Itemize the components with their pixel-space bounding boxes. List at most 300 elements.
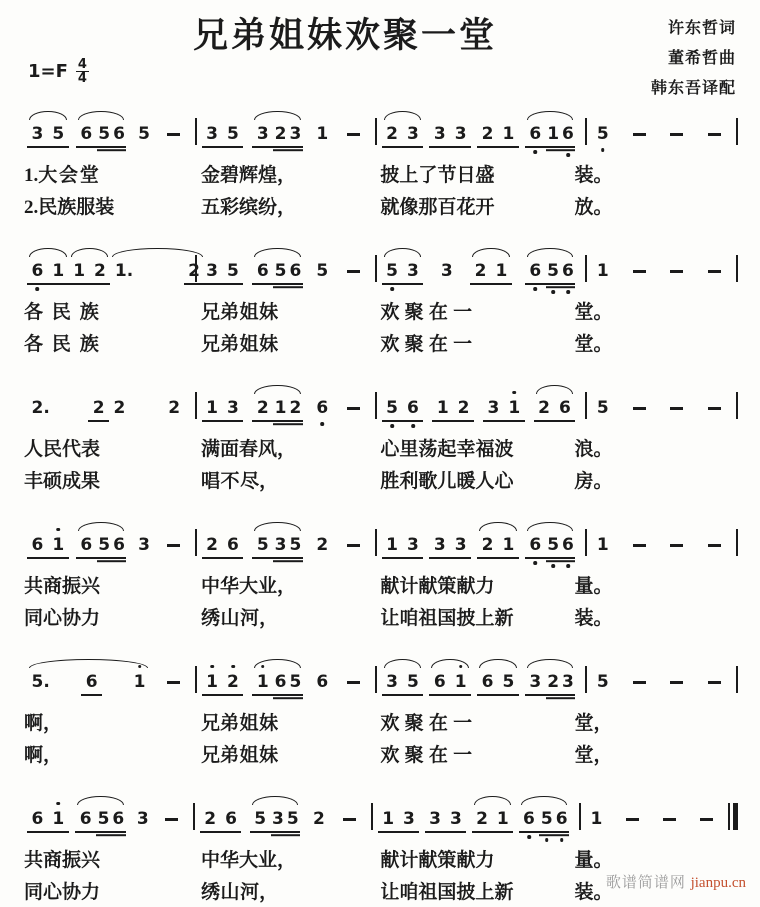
note-group	[338, 818, 361, 830]
lyric-token: 聚	[404, 302, 424, 323]
note-group	[483, 397, 525, 419]
lyric-token: 浪。	[574, 439, 613, 460]
note: 2	[534, 397, 555, 419]
note: 6	[75, 808, 96, 830]
measure	[22, 808, 193, 830]
note: 1	[547, 124, 560, 144]
note: 3	[202, 123, 223, 145]
lyric-token: 在	[428, 302, 448, 323]
lyric-measure	[378, 741, 572, 770]
note: 1	[382, 534, 403, 556]
measure	[373, 808, 579, 830]
dash-rest	[708, 407, 721, 410]
lyric-token: 协	[62, 882, 82, 903]
note: 3	[272, 809, 284, 829]
lyric-token: 五彩	[200, 197, 239, 218]
lyric-measure	[199, 161, 378, 190]
measure	[587, 397, 736, 419]
lyric-token: 聚	[404, 745, 424, 766]
lyric-token: 共商	[24, 850, 63, 871]
dash-rest	[708, 270, 721, 273]
lyric-token: 业，	[257, 850, 296, 871]
lyric-token: 在	[428, 334, 448, 355]
lyric-token: 会	[58, 165, 78, 186]
lyric-measure	[22, 604, 199, 633]
note-group	[628, 681, 651, 693]
lyric-row	[22, 330, 738, 359]
lyric-measure	[378, 846, 572, 875]
note: 6	[525, 123, 546, 145]
notation-row	[22, 787, 738, 843]
lyric-measure	[572, 572, 738, 601]
dash-rest	[167, 681, 180, 684]
lyric-measure	[572, 330, 738, 359]
lyric-token: 妹	[259, 302, 279, 323]
note: 6	[274, 672, 287, 692]
note: 2	[184, 260, 205, 282]
lyric-token: 姐	[239, 302, 259, 323]
lyric-row	[22, 572, 738, 601]
note: 5	[223, 123, 244, 145]
score-line	[22, 650, 738, 770]
score-line	[22, 513, 738, 633]
note: 6	[76, 534, 97, 556]
lyric-measure	[199, 572, 378, 601]
lyric-measure	[22, 298, 199, 327]
note-group	[628, 270, 651, 282]
dash-rest	[670, 270, 683, 273]
header	[22, 0, 738, 102]
note-group	[429, 534, 471, 556]
note: 1	[129, 671, 150, 693]
note: 5.	[31, 672, 50, 692]
note-group	[436, 260, 457, 282]
lyric-token: 献计	[380, 850, 419, 871]
note-group	[312, 534, 333, 556]
lyric-token: 1.大	[24, 165, 58, 186]
lyric-token: 振	[62, 576, 82, 597]
lyric-token: 装	[95, 197, 115, 218]
lyric-token: 胜利	[380, 471, 419, 492]
lyric-token: 欢	[380, 334, 400, 355]
note: 3	[382, 671, 403, 693]
note-group	[665, 407, 688, 419]
lyric-measure	[572, 193, 738, 222]
dash-rest	[633, 270, 646, 273]
lyric-token: 族	[79, 334, 99, 355]
note: 6	[562, 535, 574, 555]
lyric-token: 金碧	[200, 165, 239, 186]
note: 5	[274, 261, 287, 281]
lyric-token: 堂。	[574, 334, 613, 355]
note-group-slur	[27, 123, 69, 145]
lyric-token: 节日	[437, 165, 476, 186]
measure	[22, 671, 195, 693]
dash-rest	[633, 407, 646, 410]
note: 2	[168, 398, 181, 418]
note: 2	[316, 535, 329, 555]
lyric-token: 兄弟	[200, 334, 239, 355]
lyric-measure	[22, 330, 199, 359]
note-group	[703, 270, 726, 282]
lyric-token: 一	[453, 713, 473, 734]
note-group-slur	[76, 534, 127, 556]
lyric-token: 中华	[200, 576, 239, 597]
lyric-token: 尽，	[240, 471, 279, 492]
lyric-token: 心	[494, 471, 514, 492]
note-group-slur	[477, 671, 519, 693]
dash-rest	[165, 818, 178, 821]
lyric-token: 满面	[200, 439, 239, 460]
lyric-row	[22, 298, 738, 327]
note: 1	[69, 260, 90, 282]
note: 6	[289, 261, 302, 281]
dash-rest	[708, 544, 721, 547]
measure	[197, 397, 375, 419]
note: 5	[98, 124, 111, 144]
note: 5	[382, 397, 403, 419]
note-group-slur	[252, 671, 303, 693]
note: 1	[48, 260, 69, 282]
lyric-measure	[572, 709, 738, 738]
lyric-token: 聚	[404, 713, 424, 734]
lyric-token: 堂	[79, 165, 99, 186]
note: 6	[27, 260, 48, 282]
measure	[22, 534, 195, 556]
note-group	[382, 534, 424, 556]
barline	[736, 392, 738, 419]
note: 3	[403, 260, 424, 282]
note: 5	[250, 808, 271, 830]
lyric-token: 开	[475, 197, 495, 218]
note-group-slur	[519, 808, 570, 830]
note: 2	[90, 260, 111, 282]
lyric-token: 啊，	[24, 745, 63, 766]
lyric-token: 在	[428, 713, 448, 734]
note: 6	[477, 671, 498, 693]
lyric-measure	[199, 878, 378, 907]
note: 5	[592, 123, 613, 145]
note: 2	[547, 672, 560, 692]
note-group	[592, 123, 613, 145]
time-signature-top: 4	[77, 57, 87, 72]
lyric-token: 大	[238, 576, 258, 597]
note-group	[703, 133, 726, 145]
dash-rest	[347, 544, 360, 547]
note: 5	[223, 260, 244, 282]
lyric-token: 堂。	[574, 302, 613, 323]
note: 2	[477, 123, 498, 145]
lyric-token: 披	[380, 165, 400, 186]
note: 1	[252, 671, 273, 693]
lyric-token: 煌，	[257, 165, 296, 186]
lyric-row	[22, 161, 738, 190]
note: 1	[491, 260, 512, 282]
note: 1	[48, 808, 69, 830]
lyric-token: 欢	[380, 745, 400, 766]
measure	[377, 397, 586, 419]
note-group	[342, 133, 365, 145]
note-group	[592, 671, 613, 693]
note: 5	[289, 535, 302, 555]
note: 1	[504, 397, 525, 419]
lyric-token: 兴	[81, 576, 101, 597]
note: 3	[562, 672, 574, 692]
note: 6	[76, 123, 97, 145]
note-group	[342, 681, 365, 693]
note-group	[665, 270, 688, 282]
lyric-token: 力	[475, 576, 495, 597]
note: 6	[252, 260, 273, 282]
note: 1	[450, 671, 471, 693]
final-barline-thin	[728, 803, 730, 830]
note-group	[202, 534, 244, 556]
note: 5	[547, 535, 560, 555]
lyric-measure	[22, 467, 199, 496]
lyric-row	[22, 467, 738, 496]
lyric-token: 新	[494, 882, 514, 903]
note: 3	[440, 261, 453, 281]
note: 5	[498, 671, 519, 693]
note-group	[621, 818, 644, 830]
dash-rest	[347, 681, 360, 684]
song-title: 兄弟姐妹欢聚一堂	[192, 16, 497, 55]
note: 5	[316, 261, 329, 281]
lyric-token: 业，	[257, 576, 296, 597]
note-group-slur	[252, 397, 303, 419]
lyric-token: 献计	[380, 576, 419, 597]
note: 2	[88, 397, 109, 419]
note-group-slur	[525, 671, 576, 693]
lyric-token: 共商	[24, 576, 63, 597]
lyric-measure	[199, 846, 378, 875]
lyric-token: 人	[24, 439, 44, 460]
note-group-slur	[110, 260, 204, 282]
note: 5	[289, 672, 302, 692]
measure	[197, 534, 375, 556]
note: 5	[547, 261, 560, 281]
lyric-token: 山	[220, 882, 240, 903]
lyric-measure	[199, 330, 378, 359]
lyric-measure	[22, 161, 199, 190]
lyric-measure	[22, 878, 199, 907]
lyric-token: 堂，	[574, 713, 613, 734]
time-signature	[76, 58, 89, 85]
measure	[22, 260, 201, 282]
note: 3	[450, 534, 471, 556]
note: 1	[202, 397, 223, 419]
note: 2	[453, 397, 474, 419]
note: 2	[470, 260, 491, 282]
lyric-token: 披上	[456, 608, 495, 629]
note-group	[27, 397, 54, 419]
lyric-token: 民	[51, 302, 71, 323]
note-group	[477, 123, 519, 145]
note: 6	[223, 534, 244, 556]
lyric-token: 装。	[574, 165, 613, 186]
lyric-measure	[378, 467, 572, 496]
note-group-slur	[534, 397, 576, 419]
note-group	[312, 123, 333, 145]
score-line	[22, 376, 738, 496]
lyric-token: 让咱	[380, 608, 419, 629]
measure	[377, 260, 586, 282]
note: 2	[113, 398, 126, 418]
score-line	[22, 102, 738, 222]
note: 2	[274, 124, 287, 144]
note: 3	[525, 671, 546, 693]
final-barline	[728, 803, 738, 830]
lyric-token: 百花	[437, 197, 476, 218]
lyric-measure	[378, 298, 572, 327]
note-group-slur	[525, 123, 576, 145]
dash-rest	[347, 407, 360, 410]
note-group	[162, 681, 185, 693]
lyric-token: 民	[51, 334, 71, 355]
lyric-token: 歌儿	[418, 471, 457, 492]
composer-credit: 董希哲曲	[667, 50, 736, 67]
note-group	[134, 123, 155, 145]
lyric-measure	[22, 435, 199, 464]
measure	[377, 671, 586, 693]
lyric-token: 风，	[257, 439, 296, 460]
notation-row	[22, 102, 738, 158]
dash-rest	[167, 544, 180, 547]
lyric-token: 表	[81, 439, 101, 460]
lyric-token: 幸福	[456, 439, 495, 460]
note-group	[88, 397, 130, 419]
dash-rest	[708, 681, 721, 684]
credits	[651, 14, 736, 104]
note: 1	[202, 671, 223, 693]
lyric-token: 上了	[399, 165, 438, 186]
note-group-slur	[250, 808, 301, 830]
lyric-token: 祖国	[418, 882, 457, 903]
note-group	[312, 671, 333, 693]
dash-rest	[347, 133, 360, 136]
note-group	[592, 260, 613, 282]
lyric-row	[22, 709, 738, 738]
note: 5	[286, 809, 299, 829]
watermark	[606, 871, 746, 892]
note: 3	[399, 808, 420, 830]
lyric-measure	[199, 193, 378, 222]
key-label: 1=F	[28, 61, 68, 82]
lyric-token: 辉	[238, 165, 258, 186]
lyric-measure	[199, 298, 378, 327]
note-group	[162, 133, 185, 145]
barline	[736, 118, 738, 145]
note: 3	[202, 260, 223, 282]
note-group	[342, 270, 365, 282]
lyric-token: 姐	[239, 334, 259, 355]
lyric-measure	[572, 604, 738, 633]
note-group-slur	[252, 534, 303, 556]
lyric-token: 丰	[24, 471, 44, 492]
note: 3	[289, 124, 302, 144]
note: 6	[525, 260, 546, 282]
lyric-token: 兄弟	[200, 745, 239, 766]
note: 6	[81, 671, 102, 693]
lyric-measure	[378, 604, 572, 633]
lyric-token: 中华	[200, 850, 239, 871]
lyric-measure	[378, 161, 572, 190]
measure	[197, 671, 375, 693]
lyric-token: 像那	[399, 197, 438, 218]
note-group	[703, 544, 726, 556]
lyric-measure	[199, 709, 378, 738]
lyric-measure	[572, 435, 738, 464]
note-group	[342, 544, 365, 556]
note: 6	[113, 535, 125, 555]
note-group	[27, 808, 69, 830]
lyric-token: 民代	[43, 439, 82, 460]
dash-rest	[633, 681, 646, 684]
lyric-token: 一	[453, 745, 473, 766]
lyric-token: 心里	[380, 439, 419, 460]
lyric-token: 献	[456, 576, 476, 597]
lyric-measure	[572, 741, 738, 770]
lyric-token: 河，	[240, 608, 279, 629]
measure	[197, 123, 375, 145]
lyric-row	[22, 193, 738, 222]
note-group	[695, 818, 718, 830]
measure	[587, 123, 736, 145]
note-group	[160, 818, 183, 830]
lyric-token: 妹	[259, 334, 279, 355]
note: 5	[403, 671, 424, 693]
note-group	[628, 407, 651, 419]
lyric-row	[22, 604, 738, 633]
note: 6	[27, 808, 48, 830]
lyric-token: 兴	[81, 850, 101, 871]
lyric-measure	[378, 878, 572, 907]
lyric-token: 各	[24, 302, 44, 323]
note: 1	[498, 534, 519, 556]
note-group	[592, 397, 613, 419]
note: 5	[97, 809, 110, 829]
note-group-slur	[252, 260, 303, 282]
dash-rest	[663, 818, 676, 821]
lyric-row	[22, 435, 738, 464]
measure	[587, 534, 736, 556]
note: 6	[316, 672, 329, 692]
watermark-site: 歌谱简谱网	[605, 875, 686, 891]
lyric-token: 硕成	[43, 471, 82, 492]
lyric-token: 不	[220, 471, 240, 492]
final-barline-thick	[733, 803, 738, 830]
note-group	[27, 534, 69, 556]
translator-credit: 韩东吾译配	[650, 80, 736, 97]
note-group	[703, 407, 726, 419]
note-group-slur	[470, 260, 512, 282]
note-group-slur	[75, 808, 126, 830]
lyric-token: 欢	[380, 302, 400, 323]
note: 6	[312, 397, 333, 419]
note: 5	[596, 672, 609, 692]
note-group-slur	[27, 671, 150, 693]
score-line	[22, 239, 738, 359]
watermark-domain-link[interactable]: jianpu.cn	[690, 875, 746, 891]
note: 2	[200, 808, 221, 830]
barline	[736, 255, 738, 282]
lyric-token: 新	[494, 608, 514, 629]
lyric-measure	[572, 298, 738, 327]
lyric-token: 春	[238, 439, 258, 460]
note-group	[665, 544, 688, 556]
barline	[736, 666, 738, 693]
lyric-measure	[199, 604, 378, 633]
